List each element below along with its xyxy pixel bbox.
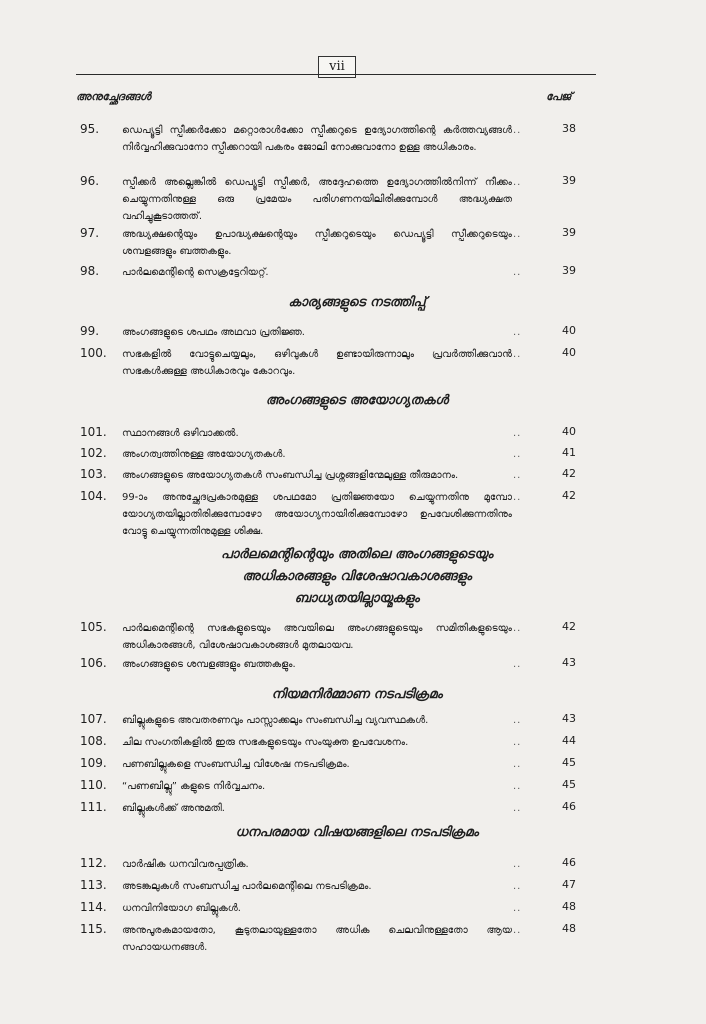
leader-dots: .. bbox=[513, 449, 522, 460]
entry-text: അദ്ധ്യക്ഷന്റെയും ഉപാദ്ധ്യക്ഷന്റെയും സ്പീക്കറുടെയും ഡെപ്യൂട്ടി സ്പീക്കറുടെയും ശമ്പളങ്ങളും ബത്തകളും. bbox=[122, 229, 512, 257]
entry-number: 113. bbox=[80, 878, 107, 892]
entry-text: ഡെപ്യൂട്ടി സ്പീക്കർക്കോ മറ്റൊരാൾക്കോ സ്പീക്കറുടെ ഉദ്യോഗത്തിന്റെ കർത്തവ്യങ്ങൾ നിർവ്വഹിക്കുവാനോ സ്പീക്കറായി പകരം ജോലി നോക്കുവാനോ ഉള്ള അധികാരം. bbox=[122, 125, 512, 153]
entry-text: 99-ാം അനുച്ഛേദപ്രകാരമുള്ള ശപഥമോ പ്രതിജ്ഞയോ ചെയ്യുന്നതിനു മുമ്പോ യോഗ്യതയില്ലാതിരിക്കുമ്പോഴോ അയോഗ്യനായിരിക്കുമ്പോഴോ ഉപവേശിക്കുന്നതിനും വോട്ടു ചെയ്യുന്നതിനുമുള്ള ശിക്ഷ. bbox=[122, 492, 512, 537]
entry-text: ബില്ലുകളുടെ അവതരണവും പാസ്സാക്കലും സംബന്ധിച്ച വ്യവസ്ഥകൾ. bbox=[122, 715, 429, 726]
entry-number: 105. bbox=[80, 620, 107, 634]
entry-page: 46 bbox=[562, 800, 576, 813]
entry-number: 112. bbox=[80, 856, 107, 870]
leader-dots: .. bbox=[513, 229, 522, 240]
leader-dots: .. bbox=[513, 327, 522, 338]
leader-dots: .. bbox=[513, 125, 522, 136]
entry-page: 39 bbox=[562, 226, 576, 239]
leader-dots: .. bbox=[513, 781, 522, 792]
leader-dots: .. bbox=[513, 623, 522, 634]
leader-dots: .. bbox=[513, 737, 522, 748]
entry-text: പാർലമെന്റിന്റെ സെക്രട്ടേറിയറ്റ്. bbox=[122, 267, 269, 278]
entry-page: 42 bbox=[562, 489, 576, 502]
column-header-articles: അനുച്ഛേദങ്ങൾ bbox=[76, 90, 151, 103]
entry-number: 114. bbox=[80, 900, 107, 914]
top-rule bbox=[76, 74, 596, 75]
leader-dots: .. bbox=[513, 267, 522, 278]
entry-page: 43 bbox=[562, 656, 576, 669]
entry-page: 45 bbox=[562, 778, 576, 791]
entry-page: 48 bbox=[562, 922, 576, 935]
leader-dots: .. bbox=[513, 177, 522, 188]
entry-number: 110. bbox=[80, 778, 107, 792]
entry-page: 39 bbox=[562, 264, 576, 277]
entry-number: 98. bbox=[80, 264, 100, 278]
entry-number: 106. bbox=[80, 656, 107, 670]
entry-number: 103. bbox=[80, 467, 107, 481]
page-number: vii bbox=[318, 56, 356, 78]
entry-number: 109. bbox=[80, 756, 107, 770]
leader-dots: .. bbox=[513, 759, 522, 770]
entry-text: ബില്ലുകൾക്ക് അനുമതി. bbox=[122, 803, 225, 814]
entry-number: 108. bbox=[80, 734, 107, 748]
entry-number: 99. bbox=[80, 324, 100, 338]
entry-text: സഭകളിൽ വോട്ടുചെയ്യലും, ഒഴിവുകൾ ഉണ്ടായിരുന്നാലും പ്രവർത്തിക്കുവാൻ സഭകൾക്കുള്ള അധികാരവും കോറവും. bbox=[122, 349, 512, 377]
entry-text: സ്പീക്കർ അല്ലെങ്കിൽ ഡെപ്യൂട്ടി സ്പീക്കർ, അദ്ദേഹത്തെ ഉദ്യോഗത്തിൽനിന്ന് നീക്കം ചെയ്യുന്നതിനുള്ള ഒരു പ്രമേയം പരിഗണനയിലിരിക്കുമ്പോൾ അദ്ധ്യക്ഷത വഹിച്ചുകൂടാത്തത്. bbox=[122, 177, 512, 222]
leader-dots: .. bbox=[513, 349, 522, 360]
section-heading: അംഗങ്ങളുടെ അയോഗ്യതകൾ bbox=[265, 393, 449, 408]
entry-page: 44 bbox=[562, 734, 576, 747]
entry-page: 46 bbox=[562, 856, 576, 869]
entry-number: 115. bbox=[80, 922, 107, 936]
entry-text: പാർലമെന്റിന്റെ സഭകളുടെയും അവയിലെ അംഗങ്ങളുടെയും സമിതികളുടെയും അധികാരങ്ങൾ, വിശേഷാവകാശങ്ങൾ മുതലായവ. bbox=[122, 623, 512, 651]
entry-number: 100. bbox=[80, 346, 107, 360]
entry-page: 40 bbox=[562, 346, 576, 359]
section-heading-line: പാർലമെന്റിന്റെയും അതിലെ അംഗങ്ങളുടെയും bbox=[221, 547, 493, 562]
entry-number: 95. bbox=[80, 122, 100, 136]
entry-page: 38 bbox=[562, 122, 576, 135]
entry-text: അംഗങ്ങളുടെ അയോഗ്യതകൾ സംബന്ധിച്ച പ്രശ്നങ്ങളിന്മേലുള്ള തീരുമാനം. bbox=[122, 470, 459, 481]
entry-page: 42 bbox=[562, 620, 576, 633]
section-heading: കാര്യങ്ങളുടെ നടത്തിപ്പ് bbox=[288, 295, 426, 310]
entry-number: 101. bbox=[80, 425, 107, 439]
leader-dots: .. bbox=[513, 659, 522, 670]
section-heading: നിയമനിർമ്മാണ നടപടിക്രമം bbox=[271, 687, 443, 702]
entry-text: അംഗങ്ങളുടെ ശമ്പളങ്ങളും ബത്തകളും. bbox=[122, 659, 296, 670]
entry-page: 45 bbox=[562, 756, 576, 769]
entry-page: 40 bbox=[562, 324, 576, 337]
entry-page: 47 bbox=[562, 878, 576, 891]
entry-number: 111. bbox=[80, 800, 107, 814]
section-heading-line: ബാധ്യതയില്ലായ്മകളും bbox=[294, 591, 420, 606]
entry-number: 96. bbox=[80, 174, 100, 188]
leader-dots: .. bbox=[513, 715, 522, 726]
section-heading bbox=[122, 544, 592, 610]
column-header-page: പേജ് bbox=[546, 90, 572, 103]
entry-text: അംഗങ്ങളുടെ ശപഥം അഥവാ പ്രതിജ്ഞ. bbox=[122, 327, 305, 338]
leader-dots: .. bbox=[513, 881, 522, 892]
section-heading: ധനപരമായ വിഷയങ്ങളിലെ നടപടിക്രമം bbox=[235, 825, 479, 840]
entry-text: ധനവിനിയോഗ ബില്ലുകൾ. bbox=[122, 903, 241, 914]
entry-text: “പണബില്ലു” കളുടെ നിർവ്വചനം. bbox=[122, 781, 266, 792]
entry-number: 97. bbox=[80, 226, 100, 240]
entry-text: അംഗത്വത്തിനുള്ള അയോഗ്യതകൾ. bbox=[122, 449, 286, 460]
entry-page: 43 bbox=[562, 712, 576, 725]
entry-text: വാർഷിക ധനവിവരപ്പത്രിക. bbox=[122, 859, 249, 870]
entry-text: ചില സംഗതികളിൽ ഇരു സഭകളുടെയും സംയുക്ത ഉപവേശനം. bbox=[122, 737, 409, 748]
leader-dots: .. bbox=[513, 803, 522, 814]
leader-dots: .. bbox=[513, 470, 522, 481]
entry-number: 107. bbox=[80, 712, 107, 726]
entry-text: അടങ്കലുകൾ സംബന്ധിച്ച പാർലമെന്റിലെ നടപടിക്രമം. bbox=[122, 881, 372, 892]
entry-page: 39 bbox=[562, 174, 576, 187]
section-heading-line: അധികാരങ്ങളും വിശേഷാവകാശങ്ങളും bbox=[242, 569, 472, 584]
leader-dots: .. bbox=[513, 859, 522, 870]
leader-dots: .. bbox=[513, 492, 522, 503]
entry-number: 104. bbox=[80, 489, 107, 503]
leader-dots: .. bbox=[513, 925, 522, 936]
entry-text: സ്ഥാനങ്ങൾ ഒഴിവാക്കൽ. bbox=[122, 428, 239, 439]
entry-page: 42 bbox=[562, 467, 576, 480]
leader-dots: .. bbox=[513, 428, 522, 439]
entry-page: 41 bbox=[562, 446, 576, 459]
entry-number: 102. bbox=[80, 446, 107, 460]
leader-dots: .. bbox=[513, 903, 522, 914]
entry-page: 40 bbox=[562, 425, 576, 438]
entry-text: അനുപൂരകമായതോ, കൂടുതലായുള്ളതോ അധിക ചെലവിനുള്ളതോ ആയ സഹായധനങ്ങൾ. bbox=[122, 925, 512, 953]
entry-page: 48 bbox=[562, 900, 576, 913]
entry-text: പണബില്ലുകളെ സംബന്ധിച്ച വിശേഷ നടപടിക്രമം. bbox=[122, 759, 350, 770]
